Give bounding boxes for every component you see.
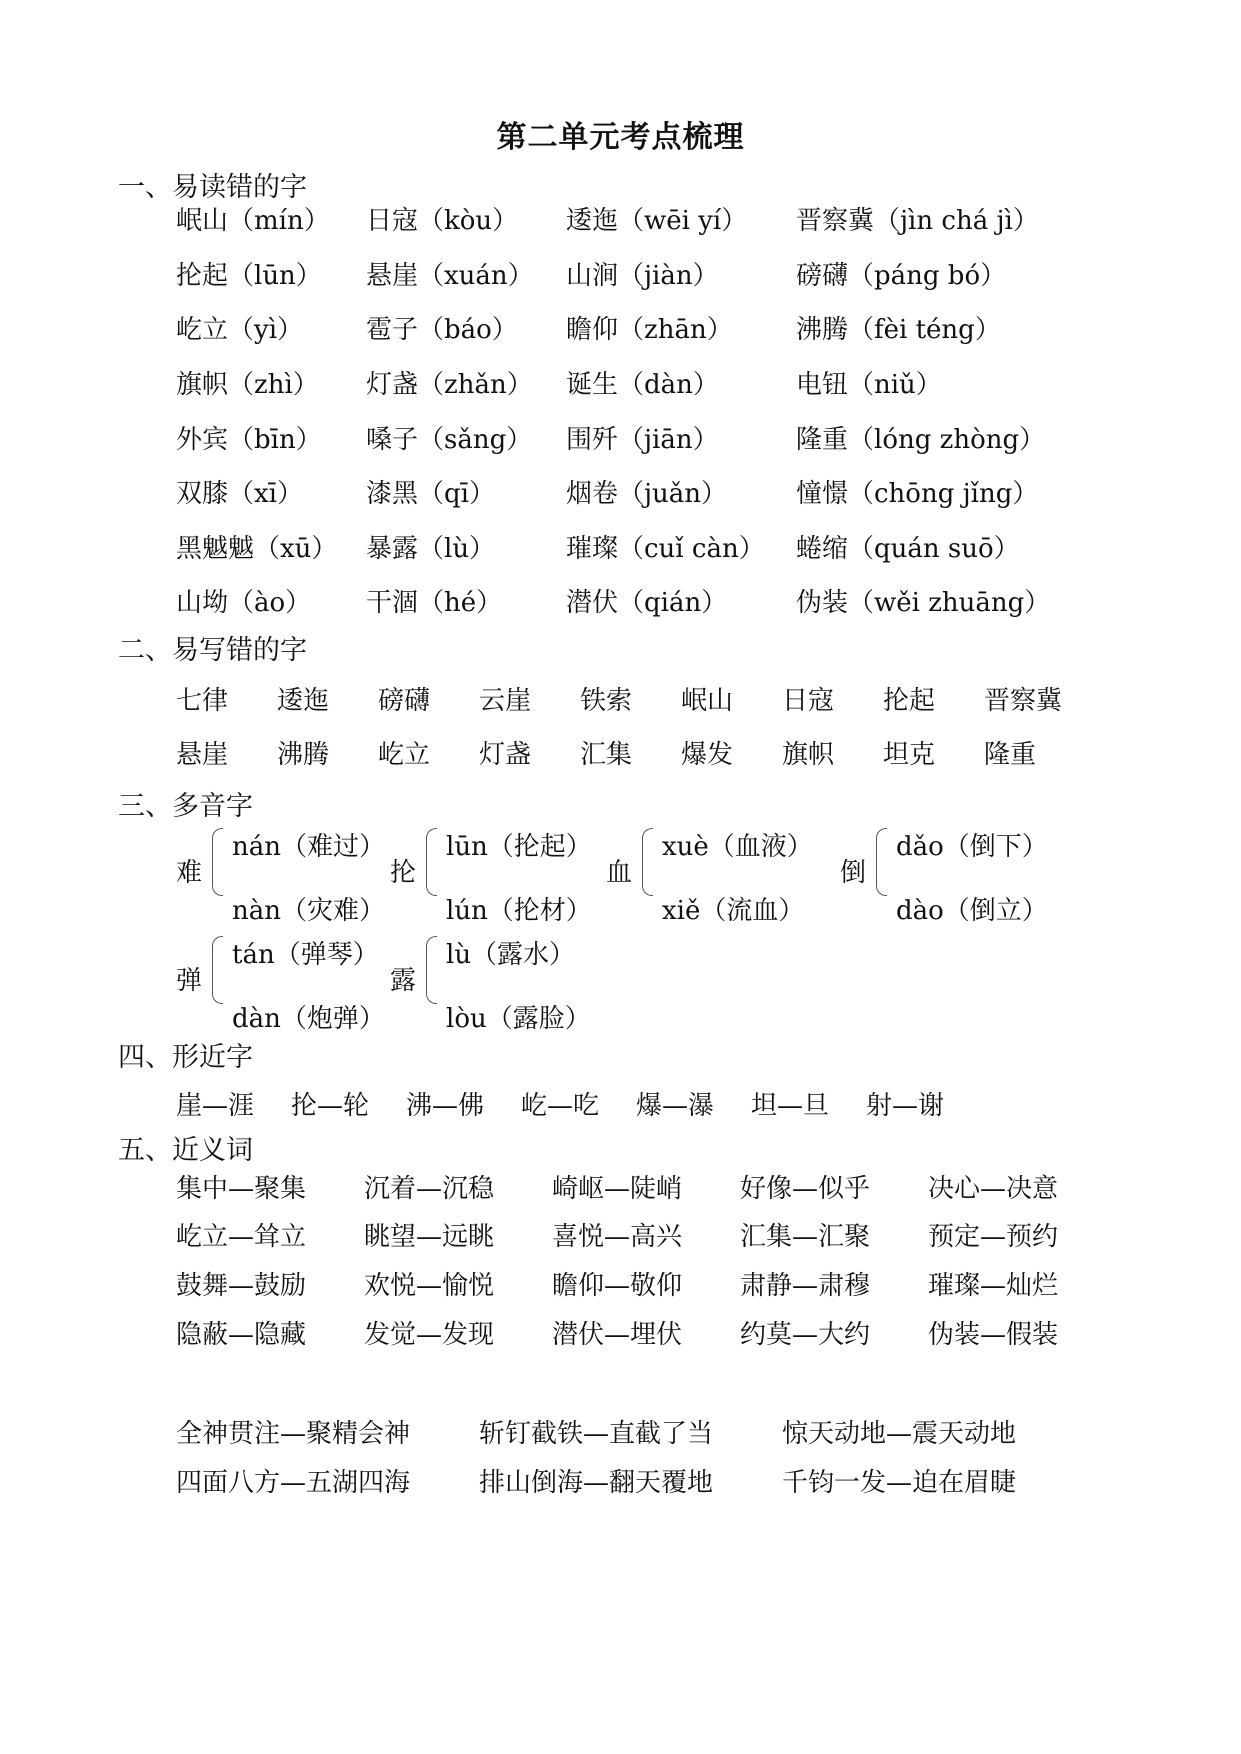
polyphone-reading: lún（抡材）: [446, 896, 592, 926]
polyphone-reading: xuè（血液）: [662, 832, 813, 862]
reading-item: 屹立（yì）: [176, 315, 304, 345]
reading-item: 雹子（báo）: [366, 315, 518, 345]
reading-item: 日寇（kòu）: [366, 206, 519, 236]
brace: [426, 828, 437, 896]
synonym-pair: 崎岖—陡峭: [552, 1174, 683, 1204]
synonym-pair: 屹立—耸立: [176, 1222, 307, 1252]
reading-item: 围歼（jiān）: [566, 425, 719, 455]
synonym-pair: 喜悦—高兴: [552, 1222, 683, 1252]
section-heading-writing: 二、易写错的字: [118, 635, 307, 666]
polyphone-char: 露: [390, 966, 417, 996]
reading-item: 外宾（bīn）: [176, 425, 322, 455]
reading-item: 旗帜（zhì）: [176, 370, 319, 400]
reading-item: 诞生（dàn）: [566, 370, 719, 400]
reading-item: 漆黑（qī）: [366, 479, 495, 509]
reading-item: 烟卷（juǎn）: [566, 479, 728, 509]
synonym-pair: 璀璨—灿烂: [928, 1271, 1059, 1301]
reading-item: 瞻仰（zhān）: [566, 315, 733, 345]
polyphone-char: 血: [606, 858, 633, 888]
idiom-pair: 排山倒海—翻天覆地: [479, 1468, 714, 1498]
similar-pair: 射—谢: [866, 1091, 945, 1121]
polyphone-reading: dàn（炮弹）: [232, 1004, 385, 1034]
writing-item: 汇集: [580, 740, 633, 770]
similar-pair: 抡—轮: [291, 1091, 370, 1121]
reading-item: 伪装（wěi zhuāng）: [796, 588, 1051, 618]
reading-item: 磅礴（páng bó）: [796, 261, 1007, 291]
idiom-pair: 全神贯注—聚精会神: [176, 1419, 411, 1449]
writing-item: 灯盏: [479, 740, 532, 770]
writing-item: 云崖: [479, 686, 532, 716]
polyphone-reading: lòu（露脸）: [446, 1004, 591, 1034]
polyphone-char: 难: [176, 858, 203, 888]
reading-item: 抡起（lūn）: [176, 261, 322, 291]
section-heading-reading: 一、易读错的字: [118, 172, 307, 203]
synonym-pair: 沉着—沉稳: [364, 1174, 495, 1204]
page-title: 第二单元考点梳理: [496, 120, 745, 155]
synonym-pair: 好像—似乎: [740, 1174, 871, 1204]
section-heading-polyphones: 三、多音字: [118, 791, 253, 822]
reading-item: 晋察冀（jìn chá jì）: [796, 206, 1039, 236]
idiom-pair: 斩钉截铁—直截了当: [479, 1419, 714, 1449]
reading-item: 璀璨（cuǐ càn）: [566, 534, 765, 564]
writing-item: 悬崖: [176, 740, 229, 770]
writing-item: 岷山: [681, 686, 734, 716]
reading-item: 山涧（jiàn）: [566, 261, 719, 291]
writing-item: 抡起: [883, 686, 936, 716]
synonym-pair: 隐蔽—隐藏: [176, 1320, 307, 1350]
writing-item: 磅礴: [378, 686, 431, 716]
synonym-pair: 预定—预约: [928, 1222, 1059, 1252]
polyphone-char: 弹: [176, 966, 203, 996]
similar-pair: 崖—涯: [176, 1091, 255, 1121]
synonym-pair: 决心—决意: [928, 1174, 1059, 1204]
polyphone-reading: dǎo（倒下）: [896, 832, 1048, 862]
synonym-pair: 鼓舞—鼓励: [176, 1271, 307, 1301]
idiom-pair: 千钧一发—迫在眉睫: [782, 1468, 1017, 1498]
polyphone-reading: nán（难过）: [232, 832, 385, 862]
brace: [426, 936, 437, 1004]
reading-item: 黑魆魆（xū）: [176, 534, 338, 564]
polyphone-reading: lūn（抡起）: [446, 832, 592, 862]
reading-item: 岷山（mín）: [176, 206, 330, 236]
polyphone-reading: xiě（流血）: [662, 896, 805, 926]
similar-pair: 爆—瀑: [636, 1091, 715, 1121]
brace: [876, 828, 887, 896]
polyphone-char: 抡: [390, 858, 417, 888]
synonym-pair: 发觉—发现: [364, 1320, 495, 1350]
brace: [212, 936, 223, 1004]
synonym-pair: 集中—聚集: [176, 1174, 307, 1204]
brace: [642, 828, 653, 896]
similar-pair: 坦—旦: [751, 1091, 830, 1121]
synonym-pair: 欢悦—愉悦: [364, 1271, 495, 1301]
reading-item: 憧憬（chōng jǐng）: [796, 479, 1039, 509]
synonym-pair: 约莫—大约: [740, 1320, 871, 1350]
writing-item: 沸腾: [277, 740, 330, 770]
reading-item: 逶迤（wēi yí）: [566, 206, 748, 236]
synonym-pair: 伪装—假装: [928, 1320, 1059, 1350]
synonym-pair: 肃静—肃穆: [740, 1271, 871, 1301]
reading-item: 电钮（niǔ）: [796, 370, 942, 400]
reading-item: 暴露（lù）: [366, 534, 496, 564]
writing-item: 逶迤: [277, 686, 330, 716]
section-heading-synonyms: 五、近义词: [118, 1135, 253, 1166]
reading-item: 灯盏（zhǎn）: [366, 370, 533, 400]
synonym-pair: 眺望—远眺: [364, 1222, 495, 1252]
synonym-pair: 瞻仰—敬仰: [552, 1271, 683, 1301]
writing-item: 七律: [176, 686, 229, 716]
polyphone-char: 倒: [840, 858, 867, 888]
similar-pair: 屹—吃: [521, 1091, 600, 1121]
brace: [212, 828, 223, 896]
reading-item: 潜伏（qián）: [566, 588, 728, 618]
synonym-pair: 汇集—汇聚: [740, 1222, 871, 1252]
idiom-pair: 惊天动地—震天动地: [782, 1419, 1017, 1449]
reading-item: 双膝（xī）: [176, 479, 303, 509]
reading-item: 隆重（lóng zhòng）: [796, 425, 1046, 455]
similar-pair: 沸—佛: [406, 1091, 485, 1121]
polyphone-reading: lù（露水）: [446, 940, 576, 970]
reading-item: 嗓子（sǎng）: [366, 425, 533, 455]
reading-item: 干涸（hé）: [366, 588, 503, 618]
writing-item: 坦克: [883, 740, 936, 770]
writing-item: 爆发: [681, 740, 734, 770]
polyphone-reading: tán（弹琴）: [232, 940, 379, 970]
section-heading-similar: 四、形近字: [118, 1042, 253, 1073]
reading-item: 山坳（ào）: [176, 588, 312, 618]
writing-item: 铁索: [580, 686, 633, 716]
polyphone-reading: nàn（灾难）: [232, 896, 385, 926]
polyphone-reading: dào（倒立）: [896, 896, 1048, 926]
writing-item: 晋察冀: [984, 686, 1063, 716]
writing-item: 屹立: [378, 740, 431, 770]
reading-item: 悬崖（xuán）: [366, 261, 534, 291]
reading-item: 蜷缩（quán suō）: [796, 534, 1020, 564]
writing-item: 日寇: [782, 686, 835, 716]
synonym-pair: 潜伏—埋伏: [552, 1320, 683, 1350]
writing-item: 旗帜: [782, 740, 835, 770]
reading-item: 沸腾（fèi téng）: [796, 315, 1001, 345]
idiom-pair: 四面八方—五湖四海: [176, 1468, 411, 1498]
writing-item: 隆重: [984, 740, 1037, 770]
